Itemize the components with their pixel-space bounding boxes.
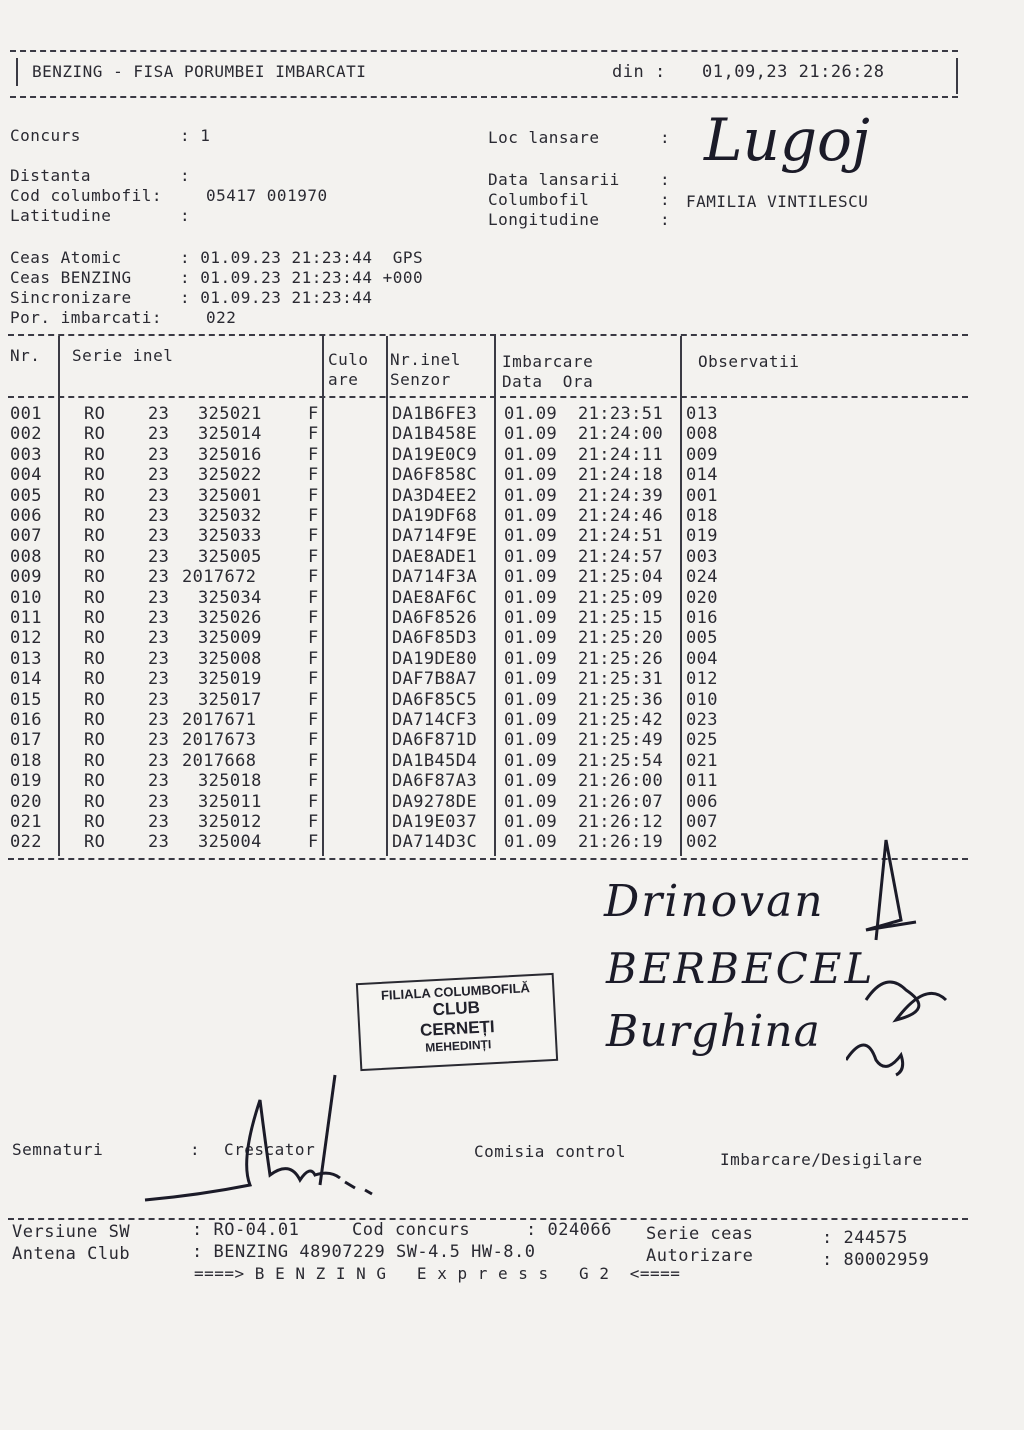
cell-time: 21:25:42 <box>578 710 664 730</box>
concurs-value: : 1 <box>180 126 211 145</box>
table-top-rule <box>8 334 968 336</box>
cell-time: 21:25:20 <box>578 628 664 649</box>
semnaturi-colon: : <box>190 1140 201 1159</box>
cell-sex: F <box>308 791 319 812</box>
cell-sensor: DA6F85C5 <box>392 689 478 710</box>
cell-country: RO <box>84 506 106 526</box>
table-row <box>0 812 960 832</box>
cell-country: RO <box>84 526 106 547</box>
cell-sex: F <box>308 506 319 526</box>
cell-nr: 008 <box>10 546 42 567</box>
cell-year: 23 <box>148 791 170 812</box>
serie-ceas-label: Serie ceas <box>646 1224 754 1244</box>
cell-sensor: DA1B6FE3 <box>392 404 478 424</box>
table-row <box>0 526 960 546</box>
cell-sensor: DA19DE80 <box>392 648 478 669</box>
cell-sex: F <box>308 465 319 486</box>
cell-sex: F <box>308 669 319 690</box>
columbofil-value: FAMILIA VINTILESCU <box>686 192 869 211</box>
loc-lansare-handwritten: Lugoj <box>704 106 870 174</box>
cell-year: 23 <box>148 689 170 710</box>
cell-sensor: DA6F87A3 <box>392 771 478 792</box>
cell-ring: 325034 <box>198 587 262 608</box>
cell-time: 21:26:19 <box>578 832 664 853</box>
cell-date: 01.09 <box>504 465 558 486</box>
cell-country: RO <box>84 669 106 690</box>
cell-obs: 005 <box>686 628 718 649</box>
stamp-line-1: FILIALA COLUMBOFILĂ <box>380 980 531 1003</box>
cell-sex: F <box>308 689 319 710</box>
cell-obs: 001 <box>686 485 718 506</box>
cell-sex: F <box>308 608 319 628</box>
cell-obs: 009 <box>686 444 718 465</box>
th-culoare-2: are <box>328 370 359 389</box>
cell-ring: 325011 <box>198 791 262 812</box>
th-serie: Serie inel <box>72 346 174 365</box>
cell-ring: 325032 <box>198 506 262 526</box>
cell-country: RO <box>84 750 106 771</box>
versiune-sw-value: : RO-04.01 <box>192 1220 300 1240</box>
cell-sensor: DA6F858C <box>392 465 478 486</box>
cell-sex: F <box>308 628 319 649</box>
header-box-left-edge <box>16 58 18 86</box>
cell-year: 23 <box>148 730 170 751</box>
autorizare-label: Autorizare <box>646 1246 754 1266</box>
cell-obs: 024 <box>686 567 718 588</box>
data-lansarii-label: Data lansarii <box>488 170 620 189</box>
cell-time: 21:25:36 <box>578 689 664 710</box>
loc-lansare-label: Loc lansare <box>488 128 600 147</box>
stamp-line-2: CLUB <box>432 997 481 1020</box>
cell-country: RO <box>84 628 106 649</box>
latitudine-value: : <box>180 206 191 225</box>
cell-obs: 016 <box>686 608 718 628</box>
cell-date: 01.09 <box>504 648 558 669</box>
cell-country: RO <box>84 710 106 730</box>
cell-sex: F <box>308 404 319 424</box>
cell-time: 21:25:04 <box>578 567 664 588</box>
header-datetime: 01,09,23 21:26:28 <box>702 62 885 82</box>
cell-date: 01.09 <box>504 506 558 526</box>
cell-nr: 003 <box>10 444 42 465</box>
cell-time: 21:24:57 <box>578 546 664 567</box>
cell-obs: 006 <box>686 791 718 812</box>
cell-country: RO <box>84 444 106 465</box>
cell-obs: 008 <box>686 424 718 445</box>
cell-sensor: DA6F85D3 <box>392 628 478 649</box>
cell-nr: 021 <box>10 812 42 832</box>
cell-sensor: DAE8AF6C <box>392 587 478 608</box>
cell-obs: 010 <box>686 689 718 710</box>
cell-ring: 325017 <box>198 689 262 710</box>
autorizare-value: : 80002959 <box>822 1250 930 1270</box>
cell-date: 01.09 <box>504 832 558 853</box>
cell-ring: 325012 <box>198 812 262 832</box>
cell-sex: F <box>308 567 319 588</box>
cell-nr: 005 <box>10 485 42 506</box>
cell-country: RO <box>84 812 106 832</box>
cell-year: 23 <box>148 812 170 832</box>
cell-sensor: DAE8ADE1 <box>392 546 478 567</box>
cell-obs: 019 <box>686 526 718 547</box>
cell-country: RO <box>84 546 106 567</box>
table-row <box>0 608 960 628</box>
cell-country: RO <box>84 689 106 710</box>
cell-year: 23 <box>148 587 170 608</box>
table-row <box>0 690 960 710</box>
cell-date: 01.09 <box>504 771 558 792</box>
ceas-benzing-value: : 01.09.23 21:23:44 +000 <box>180 268 424 287</box>
cell-year: 23 <box>148 444 170 465</box>
cell-obs: 012 <box>686 669 718 690</box>
cell-ring: 325022 <box>198 465 262 486</box>
cell-year: 23 <box>148 710 170 730</box>
cell-ring: 325021 <box>198 404 262 424</box>
cell-sex: F <box>308 526 319 547</box>
loc-lansare-value: : <box>660 128 671 147</box>
cell-date: 01.09 <box>504 689 558 710</box>
cell-year: 23 <box>148 771 170 792</box>
versiune-sw-label: Versiune SW <box>12 1222 131 1242</box>
cell-nr: 007 <box>10 526 42 547</box>
cell-nr: 015 <box>10 689 42 710</box>
cell-obs: 021 <box>686 750 718 771</box>
cell-country: RO <box>84 587 106 608</box>
concurs-label: Concurs <box>10 126 81 145</box>
handwritten-name-1: Drinovan <box>604 876 825 927</box>
cell-nr: 020 <box>10 791 42 812</box>
cell-year: 23 <box>148 608 170 628</box>
cell-time: 21:26:07 <box>578 791 664 812</box>
table-row <box>0 506 960 526</box>
cell-date: 01.09 <box>504 608 558 628</box>
ceas-benzing-label: Ceas BENZING <box>10 268 132 287</box>
semnaturi-label: Semnaturi <box>12 1140 104 1159</box>
por-imbarcati-label: Por. imbarcati: <box>10 308 162 327</box>
cell-country: RO <box>84 608 106 628</box>
cell-sensor: DA3D4EE2 <box>392 485 478 506</box>
por-imbarcati-value: 022 <box>206 308 237 327</box>
cell-time: 21:24:18 <box>578 465 664 486</box>
stamp-line-4: MEHEDINȚI <box>424 1037 492 1055</box>
cell-date: 01.09 <box>504 669 558 690</box>
handwritten-name-3: Burghina <box>606 1006 821 1057</box>
cell-country: RO <box>84 771 106 792</box>
cell-sensor: DA714F9E <box>392 526 478 547</box>
cell-country: RO <box>84 485 106 506</box>
cell-year: 23 <box>148 832 170 853</box>
cell-sensor: DA1B458E <box>392 424 478 445</box>
serie-ceas-value: : 244575 <box>822 1228 908 1248</box>
cell-nr: 013 <box>10 648 42 669</box>
cell-obs: 014 <box>686 465 718 486</box>
th-imbarcare-2: Data Ora <box>502 372 594 391</box>
longitudine-label: Longitudine <box>488 210 600 229</box>
cod-columbofil-value: 05417 001970 <box>206 186 328 205</box>
cell-nr: 009 <box>10 567 42 588</box>
cell-nr: 018 <box>10 750 42 771</box>
cell-year: 23 <box>148 465 170 486</box>
th-nr: Nr. <box>10 346 41 365</box>
cell-sensor: DAF7B8A7 <box>392 669 478 690</box>
table-row <box>0 628 960 648</box>
cell-sensor: DA19DF68 <box>392 506 478 526</box>
cell-ring: 2017673 <box>182 730 257 751</box>
cell-ring: 325033 <box>198 526 262 547</box>
handwritten-name-2: BERBECEL <box>606 944 876 993</box>
cell-year: 23 <box>148 404 170 424</box>
table-row <box>0 751 960 771</box>
ceas-atomic-label: Ceas Atomic <box>10 248 122 267</box>
cell-country: RO <box>84 465 106 486</box>
cell-year: 23 <box>148 506 170 526</box>
table-row <box>0 730 960 750</box>
cell-date: 01.09 <box>504 444 558 465</box>
cell-ring: 325014 <box>198 424 262 445</box>
cell-ring: 325026 <box>198 608 262 628</box>
cell-country: RO <box>84 424 106 445</box>
table-row <box>0 792 960 812</box>
antena-club-label: Antena Club <box>12 1244 131 1264</box>
benzing-banner: ====> B E N Z I N G E x p r e s s G 2 <==== <box>194 1264 681 1283</box>
initials-scribble-icon <box>846 830 956 1090</box>
latitudine-label: Latitudine <box>10 206 112 225</box>
cell-country: RO <box>84 730 106 751</box>
cell-sex: F <box>308 587 319 608</box>
cell-sensor: DA6F871D <box>392 730 478 751</box>
cell-date: 01.09 <box>504 485 558 506</box>
cell-year: 23 <box>148 567 170 588</box>
table-row <box>0 424 960 444</box>
cell-country: RO <box>84 404 106 424</box>
longitudine-value: : <box>660 210 671 229</box>
cell-year: 23 <box>148 628 170 649</box>
th-nrinel-1: Nr.inel <box>390 350 461 369</box>
cell-ring: 2017668 <box>182 750 257 771</box>
distanta-value: : <box>180 166 191 185</box>
table-row <box>0 710 960 730</box>
cell-ring: 325008 <box>198 648 262 669</box>
cod-columbofil-label: Cod columbofil: <box>10 186 162 205</box>
footer-top-rule <box>8 1218 968 1220</box>
cell-date: 01.09 <box>504 424 558 445</box>
cell-year: 23 <box>148 648 170 669</box>
cell-country: RO <box>84 832 106 853</box>
table-row <box>0 404 960 424</box>
cell-date: 01.09 <box>504 526 558 547</box>
cell-time: 21:25:15 <box>578 608 664 628</box>
cell-sensor: DA1B45D4 <box>392 750 478 771</box>
cell-time: 21:25:09 <box>578 587 664 608</box>
cell-obs: 020 <box>686 587 718 608</box>
cell-year: 23 <box>148 526 170 547</box>
cell-date: 01.09 <box>504 404 558 424</box>
cell-date: 01.09 <box>504 587 558 608</box>
cell-sex: F <box>308 648 319 669</box>
cell-sex: F <box>308 546 319 567</box>
comisia-label: Comisia control <box>474 1142 626 1161</box>
cell-ring: 325019 <box>198 669 262 690</box>
table-row <box>0 445 960 465</box>
th-culoare-1: Culo <box>328 350 369 369</box>
table-row <box>0 588 960 608</box>
cell-nr: 014 <box>10 669 42 690</box>
cell-time: 21:25:26 <box>578 648 664 669</box>
stamp-line-3: CERNEȚI <box>419 1017 496 1040</box>
th-observatii: Observatii <box>698 352 800 371</box>
club-stamp <box>356 973 558 1071</box>
imbarcare-desigilare-label: Imbarcare/Desigilare <box>720 1150 923 1169</box>
cell-year: 23 <box>148 485 170 506</box>
crescator-signature-icon <box>140 1070 390 1210</box>
report-title: BENZING - FISA PORUMBEI IMBARCATI <box>32 62 367 81</box>
table-row <box>0 771 960 791</box>
cell-nr: 001 <box>10 404 42 424</box>
cell-sex: F <box>308 812 319 832</box>
cell-sensor: DA9278DE <box>392 791 478 812</box>
cell-time: 21:25:54 <box>578 750 664 771</box>
cell-nr: 004 <box>10 465 42 486</box>
cell-sex: F <box>308 832 319 853</box>
sincronizare-value: : 01.09.23 21:23:44 <box>180 288 373 307</box>
cell-time: 21:24:51 <box>578 526 664 547</box>
cell-sensor: DA19E0C9 <box>392 444 478 465</box>
table-header-rule <box>8 396 968 398</box>
th-nrinel-2: Senzor <box>390 370 451 389</box>
cell-nr: 019 <box>10 771 42 792</box>
cell-obs: 025 <box>686 730 718 751</box>
cell-time: 21:25:49 <box>578 730 664 751</box>
cell-ring: 325009 <box>198 628 262 649</box>
columbofil-colon: : <box>660 190 671 209</box>
cell-ring: 2017671 <box>182 710 257 730</box>
cell-sensor: DA19E037 <box>392 812 478 832</box>
cell-date: 01.09 <box>504 730 558 751</box>
table-row <box>0 649 960 669</box>
cell-date: 01.09 <box>504 750 558 771</box>
cell-obs: 002 <box>686 832 718 853</box>
cell-ring: 2017672 <box>182 567 257 588</box>
cell-date: 01.09 <box>504 567 558 588</box>
cell-date: 01.09 <box>504 628 558 649</box>
cell-country: RO <box>84 791 106 812</box>
cell-sex: F <box>308 424 319 445</box>
cell-nr: 010 <box>10 587 42 608</box>
th-imbarcare-1: Imbarcare <box>502 352 594 371</box>
crescator-label: Crescator <box>224 1140 316 1159</box>
table-row <box>0 547 960 567</box>
cell-nr: 012 <box>10 628 42 649</box>
cell-nr: 002 <box>10 424 42 445</box>
cell-obs: 004 <box>686 648 718 669</box>
cell-time: 21:26:00 <box>578 771 664 792</box>
cell-year: 23 <box>148 546 170 567</box>
cell-sex: F <box>308 750 319 771</box>
cell-ring: 325018 <box>198 771 262 792</box>
ceas-atomic-value: : 01.09.23 21:23:44 GPS <box>180 248 424 267</box>
header-din-label: din : <box>612 62 666 82</box>
cell-sex: F <box>308 485 319 506</box>
cell-date: 01.09 <box>504 710 558 730</box>
cell-obs: 011 <box>686 771 718 792</box>
cell-ring: 325001 <box>198 485 262 506</box>
cell-obs: 023 <box>686 710 718 730</box>
cell-sensor: DA714F3A <box>392 567 478 588</box>
cell-date: 01.09 <box>504 812 558 832</box>
cell-ring: 325005 <box>198 546 262 567</box>
cell-time: 21:24:11 <box>578 444 664 465</box>
cell-nr: 022 <box>10 832 42 853</box>
cell-ring: 325004 <box>198 832 262 853</box>
cell-year: 23 <box>148 750 170 771</box>
cell-time: 21:24:00 <box>578 424 664 445</box>
cell-obs: 013 <box>686 404 718 424</box>
cell-sex: F <box>308 771 319 792</box>
cod-concurs-value: : 024066 <box>526 1220 612 1240</box>
cell-obs: 007 <box>686 812 718 832</box>
cell-ring: 325016 <box>198 444 262 465</box>
cell-obs: 018 <box>686 506 718 526</box>
sincronizare-label: Sincronizare <box>10 288 132 307</box>
data-lansarii-value: : <box>660 170 671 189</box>
cell-nr: 016 <box>10 710 42 730</box>
cell-year: 23 <box>148 669 170 690</box>
cell-year: 23 <box>148 424 170 445</box>
table-row <box>0 669 960 689</box>
cell-country: RO <box>84 567 106 588</box>
cell-time: 21:26:12 <box>578 812 664 832</box>
cell-nr: 011 <box>10 608 42 628</box>
columbofil-label: Columbofil <box>488 190 590 209</box>
cell-date: 01.09 <box>504 546 558 567</box>
table-row <box>0 486 960 506</box>
table-bottom-rule <box>8 858 968 860</box>
cell-time: 21:24:39 <box>578 485 664 506</box>
cell-time: 21:23:51 <box>578 404 664 424</box>
cell-time: 21:25:31 <box>578 669 664 690</box>
cell-sensor: DA714CF3 <box>392 710 478 730</box>
antena-club-value: : BENZING 48907229 SW-4.5 HW-8.0 <box>192 1242 536 1262</box>
cod-concurs-label: Cod concurs <box>352 1220 471 1240</box>
distanta-label: Distanta <box>10 166 92 185</box>
cell-sensor: DA6F8526 <box>392 608 478 628</box>
header-box-right-edge <box>956 58 958 94</box>
cell-nr: 017 <box>10 730 42 751</box>
table-row <box>0 832 960 852</box>
cell-sex: F <box>308 730 319 751</box>
cell-date: 01.09 <box>504 791 558 812</box>
cell-time: 21:24:46 <box>578 506 664 526</box>
cell-sex: F <box>308 710 319 730</box>
cell-obs: 003 <box>686 546 718 567</box>
cell-country: RO <box>84 648 106 669</box>
cell-sensor: DA714D3C <box>392 832 478 853</box>
cell-nr: 006 <box>10 506 42 526</box>
cell-sex: F <box>308 444 319 465</box>
table-row <box>0 465 960 485</box>
table-row <box>0 567 960 587</box>
